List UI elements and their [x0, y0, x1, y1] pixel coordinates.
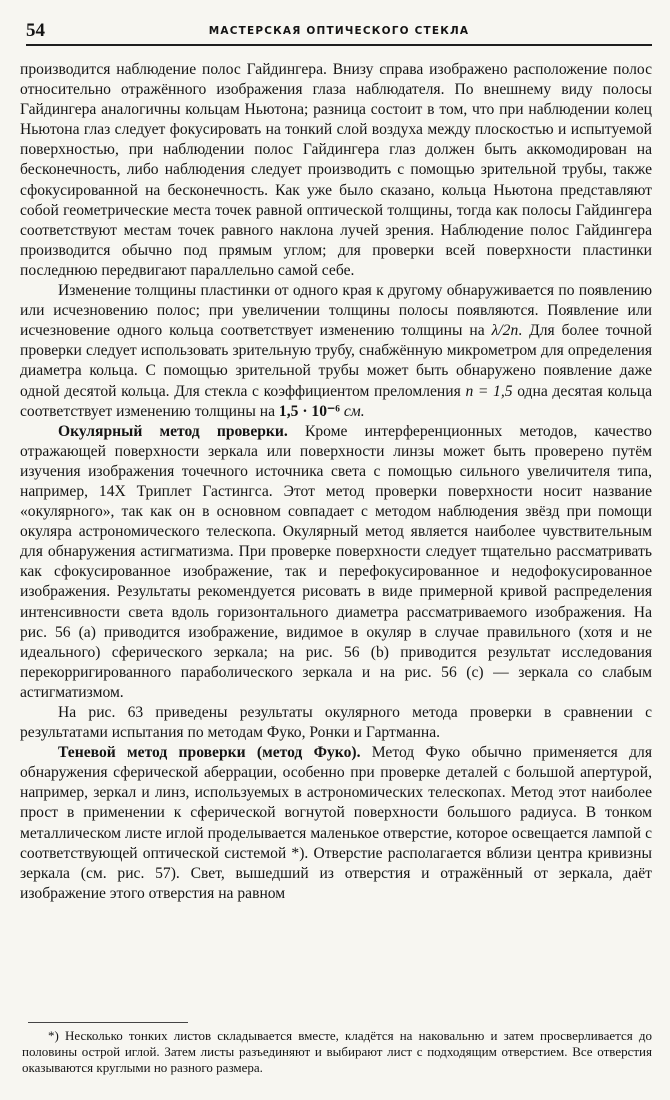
thickness-value: 1,5 · 10⁻⁶ [278, 402, 340, 420]
page-number: 54 [26, 20, 45, 41]
footnote: *) Несколько тонких листов складывается вместе, кладётся на наковальню и затем просверливается до половины острой иглой. Затем листы разъединяют и выбирают лист с подходящим отверстием. Все отверстия оказываются круглыми но разного размера. [22, 1028, 652, 1075]
running-title: МАСТЕРСКАЯ ОПТИЧЕСКОГО СТЕКЛА [208, 25, 470, 37]
formula-lambda-over-2n: λ/2n [491, 322, 519, 340]
thickness-text-3: одна десятая кольца соответствует изменению толщины на [20, 382, 652, 420]
thickness-text-2: . Для более точной проверки следует использовать зрительную трубу, снабжённую микрометром для определения диаметра кольца. С помощью зрительной трубы может быть обнаружено появление даже одной десятой кольца. Для стекла с коэффициентом преломления [20, 322, 652, 400]
thickness-unit: см. [339, 402, 365, 420]
paragraph-thickness-change [20, 281, 652, 422]
footnote-divider [28, 1022, 188, 1023]
body-text [20, 60, 652, 904]
formula-refractive-index: n = 1,5 [465, 382, 513, 400]
section-heading-ocular-method: Окулярный метод проверки. [58, 422, 288, 440]
foucault-method-text: Метод Фуко обычно применяется для обнаружения сферической аберрации, особенно при проверке деталей с большой апертурой, например, зеркал и линз, используемых в астрономических телескопах. Метод этот наиболее прост в применении к сферической вогнутой поверхности большого радиуса. В тонком металлическом листе иглой проделывается маленькое отверстие, которое освещается лампой с соответствующей оптической системой *). Отверстие располагается вблизи центра кривизны зеркала (см. рис. 57). Свет, вышедший из отверстия и отражённый от зеркала, даёт изображение этого отверстия на равном [20, 744, 652, 902]
paragraph-fig-63: На рис. 63 приведены результаты окулярного метода проверки в сравнении с результатами испытания по методам Фуко, Ронки и Гартманна. [20, 704, 652, 742]
ocular-method-text: Кроме интерференционных методов, качество отражающей поверхности зеркала или поверхности линзы может быть проверено путём изучения изображения точечного источника света с помощью сильного увеличителя типа, например, 14X Триплет Гастингса. Этот метод проверки поверхности носит название «окулярного», так как он в основном совпадает с методом наблюдения звёзд при помощи окуляра астрономического телескопа. Окулярный метод является наиболее чувствительным для обнаружения астигматизма. При проверке поверхности следует тщательно рассматривать как сфокусированное изображение, так и перефокусированное и недофокусированное изображения. Результаты рекомендуется рисовать в виде примерной кривой распределения интенсивности света вдоль горизонтального диаметра рассматриваемого изображения. На рис. 56 (a) приводится изображение, видимое в окуляр в случае правильного (хотя и не идеального) сферического зеркала; на рис. 56 (b) приводится результат исследования перекорригированного параболического зеркала и на рис. 56 (c) — зеркала со слабым астигматизмом. [20, 422, 652, 701]
paragraph-ocular-method [20, 422, 652, 703]
paragraph-haidinger-fringes: производится наблюдение полос Гайдингера. Внизу справа изображено расположение полос относительно отражённого изображения глаза наблюдателя. По внешнему виду полосы Гайдингера аналогичны кольцам Ньютона; разница состоит в том, что при наблюдении колец Ньютона глаз следует фокусировать на тонкий слой воздуха между плоскостью и испытуемой поверхностью, при наблюдении полос Гайдингера глаз должен быть аккомодирован на бесконечность, либо наблюдения следует производить с помощью зрительной трубы, также сфокусированной на бесконечность. Как уже было сказано, кольца Ньютона представляют собой геометрические места точек равной оптической толщины, тогда как полосы Гайдингера соответствуют местам точек равного наклона лучей зрения. Наблюдение полос Гайдингера производится обычно под прямым углом; для проверки всей поверхности пластинки последнюю передвигают параллельно самой себе. [20, 61, 652, 279]
paragraph-foucault-method [20, 743, 652, 904]
section-heading-foucault-method: Теневой метод проверки (метод Фуко). [58, 744, 361, 762]
thickness-text-1: Изменение толщины пластинки от одного края к другому обнаруживается по появлению или исчезновению полос; при увеличении толщины полосы появляются. Появление или исчезновение одного кольца соответствует изменению толщины на [20, 282, 652, 340]
page-header [26, 16, 652, 46]
